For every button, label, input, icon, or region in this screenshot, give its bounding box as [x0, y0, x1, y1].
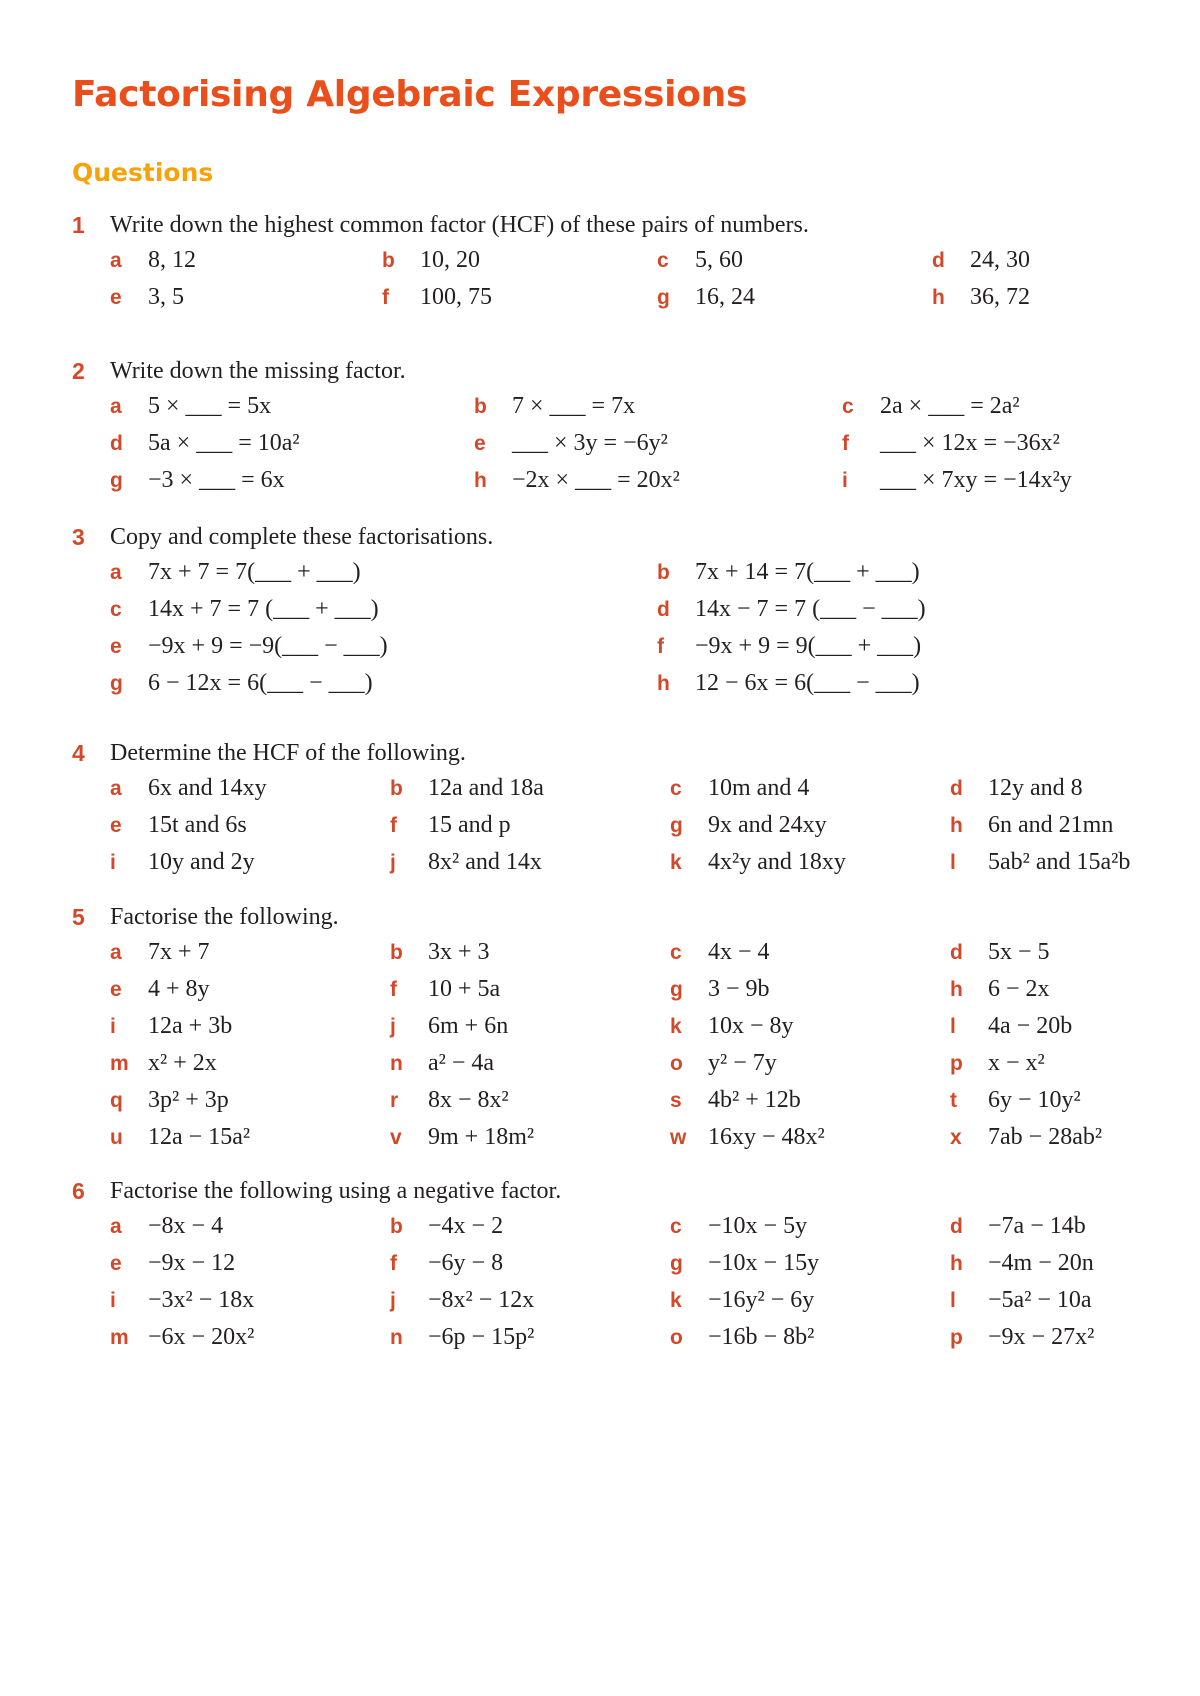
part-expression: −7a − 14b	[988, 1213, 1086, 1239]
question-header	[72, 520, 1182, 554]
part-expression: 5, 60	[695, 247, 743, 273]
part-letter: d	[932, 249, 945, 272]
question-header	[72, 900, 1182, 934]
part-letter: j	[390, 851, 396, 874]
part-letter: f	[382, 286, 389, 309]
part-letter: x	[950, 1126, 962, 1149]
part-letter: d	[110, 432, 123, 455]
part-letter: a	[110, 1215, 122, 1238]
part-expression: a² − 4a	[428, 1050, 495, 1076]
part-expression: 4b² + 12b	[708, 1087, 801, 1113]
part-letter: c	[110, 598, 122, 621]
part-letter: g	[670, 814, 683, 837]
part-expression: 4x − 4	[708, 939, 770, 965]
part-letter: b	[390, 1215, 403, 1238]
question-3	[72, 520, 1182, 702]
part-expression: 5ab² and 15a²b	[988, 849, 1131, 875]
part-letter: b	[390, 777, 403, 800]
part-expression: 7x + 7	[148, 939, 210, 965]
question-prompt: Determine the HCF of the following.	[110, 740, 466, 766]
part-expression: −9x − 12	[148, 1250, 236, 1276]
question-2	[72, 354, 1182, 499]
part-letter: o	[670, 1052, 683, 1075]
part-letter: g	[670, 978, 683, 1001]
part-letter: w	[670, 1126, 687, 1149]
part-letter: r	[390, 1089, 399, 1112]
part-letter: g	[110, 672, 123, 695]
part-expression: 10m and 4	[708, 775, 810, 801]
part-expression: −16b − 8b²	[708, 1324, 815, 1350]
part-expression: x² + 2x	[148, 1050, 217, 1076]
part-expression: 36, 72	[970, 284, 1030, 310]
question-row	[72, 1282, 1182, 1319]
part-letter: g	[670, 1252, 683, 1275]
part-letter: h	[657, 672, 670, 695]
part-letter: n	[390, 1326, 403, 1349]
part-letter: l	[950, 1289, 956, 1312]
part-letter: b	[657, 561, 670, 584]
part-letter: b	[474, 395, 487, 418]
question-row	[72, 1245, 1182, 1282]
question-prompt: Write down the highest common factor (HCF) of these pairs of numbers.	[110, 212, 809, 238]
question-prompt: Write down the missing factor.	[110, 358, 406, 384]
part-letter: i	[110, 1015, 116, 1038]
part-letter: p	[950, 1052, 963, 1075]
question-4	[72, 736, 1182, 881]
part-letter: e	[110, 978, 122, 1001]
question-row	[72, 770, 1182, 807]
part-letter: m	[110, 1052, 129, 1075]
question-header	[72, 736, 1182, 770]
question-row	[72, 1045, 1182, 1082]
question-header	[72, 1174, 1182, 1208]
part-expression: 8, 12	[148, 247, 196, 273]
part-letter: h	[950, 814, 963, 837]
part-letter: j	[390, 1015, 396, 1038]
part-expression: 16, 24	[695, 284, 755, 310]
part-letter: h	[932, 286, 945, 309]
question-row	[72, 934, 1182, 971]
part-letter: t	[950, 1089, 957, 1112]
part-letter: m	[110, 1326, 129, 1349]
part-letter: f	[390, 814, 397, 837]
part-expression: 12a − 15a²	[148, 1124, 251, 1150]
part-letter: e	[110, 814, 122, 837]
part-expression: 6n and 21mn	[988, 812, 1114, 838]
part-letter: g	[657, 286, 670, 309]
part-letter: c	[670, 777, 682, 800]
question-1	[72, 208, 1182, 316]
part-letter: h	[474, 469, 487, 492]
part-expression: 12a + 3b	[148, 1013, 233, 1039]
part-expression: 9x and 24xy	[708, 812, 827, 838]
part-letter: s	[670, 1089, 682, 1112]
part-expression: −9x + 9 = −9(___ − ___)	[148, 633, 388, 659]
question-row	[72, 844, 1182, 881]
part-expression: 10 + 5a	[428, 976, 501, 1002]
part-letter: i	[110, 851, 116, 874]
part-letter: b	[390, 941, 403, 964]
part-expression: 5 × ___ = 5x	[148, 393, 272, 419]
part-letter: e	[110, 286, 122, 309]
part-expression: 6 − 12x = 6(___ − ___)	[148, 670, 373, 696]
part-expression: 7x + 14 = 7(___ + ___)	[695, 559, 920, 585]
part-letter: e	[474, 432, 486, 455]
part-expression: 12a and 18a	[428, 775, 544, 801]
part-expression: −4x − 2	[428, 1213, 504, 1239]
part-letter: c	[657, 249, 669, 272]
part-expression: −6p − 15p²	[428, 1324, 535, 1350]
part-letter: u	[110, 1126, 123, 1149]
part-letter: c	[670, 941, 682, 964]
part-expression: −6y − 8	[428, 1250, 504, 1276]
part-expression: 10x − 8y	[708, 1013, 794, 1039]
question-row	[72, 665, 1182, 702]
part-letter: d	[950, 777, 963, 800]
part-expression: 12 − 6x = 6(___ − ___)	[695, 670, 920, 696]
part-expression: 4 + 8y	[148, 976, 210, 1002]
part-expression: 5x − 5	[988, 939, 1050, 965]
part-letter: k	[670, 851, 682, 874]
question-row	[72, 628, 1182, 665]
question-prompt: Copy and complete these factorisations.	[110, 524, 494, 550]
question-6	[72, 1174, 1182, 1356]
part-letter: d	[950, 1215, 963, 1238]
part-expression: 15 and p	[428, 812, 511, 838]
part-letter: e	[110, 1252, 122, 1275]
part-letter: d	[657, 598, 670, 621]
part-expression: −10x − 15y	[708, 1250, 820, 1276]
part-expression: 24, 30	[970, 247, 1030, 273]
question-row	[72, 1208, 1182, 1245]
part-expression: 4a − 20b	[988, 1013, 1073, 1039]
part-letter: q	[110, 1089, 123, 1112]
part-expression: 10y and 2y	[148, 849, 255, 875]
part-letter: g	[110, 469, 123, 492]
part-expression: 16xy − 48x²	[708, 1124, 825, 1150]
question-header	[72, 208, 1182, 242]
question-number: 3	[72, 524, 85, 550]
question-row	[72, 242, 1182, 279]
part-letter: f	[842, 432, 849, 455]
part-expression: 3p² + 3p	[148, 1087, 229, 1113]
question-number: 2	[72, 358, 85, 384]
question-row	[72, 554, 1182, 591]
question-row	[72, 279, 1182, 316]
part-expression: 2a × ___ = 2a²	[880, 393, 1020, 419]
part-expression: 7x + 7 = 7(___ + ___)	[148, 559, 361, 585]
question-number: 1	[72, 212, 85, 238]
part-expression: x − x²	[988, 1050, 1045, 1076]
question-prompt: Factorise the following.	[110, 904, 339, 930]
question-row	[72, 1119, 1182, 1156]
part-expression: −16y² − 6y	[708, 1287, 815, 1313]
part-expression: 3 − 9b	[708, 976, 770, 1002]
part-expression: −3x² − 18x	[148, 1287, 255, 1313]
part-letter: a	[110, 777, 122, 800]
part-expression: ___ × 7xy = −14x²y	[880, 467, 1072, 493]
part-letter: f	[390, 1252, 397, 1275]
part-letter: d	[950, 941, 963, 964]
part-expression: 9m + 18m²	[428, 1124, 535, 1150]
question-row	[72, 462, 1182, 499]
section-heading: Questions	[72, 158, 214, 187]
part-expression: ___ × 3y = −6y²	[512, 430, 668, 456]
question-row	[72, 807, 1182, 844]
part-expression: −8x² − 12x	[428, 1287, 535, 1313]
part-expression: 6x and 14xy	[148, 775, 267, 801]
part-expression: 100, 75	[420, 284, 492, 310]
part-expression: −9x − 27x²	[988, 1324, 1095, 1350]
part-expression: −2x × ___ = 20x²	[512, 467, 680, 493]
question-prompt: Factorise the following using a negative factor.	[110, 1178, 562, 1204]
part-expression: −3 × ___ = 6x	[148, 467, 285, 493]
part-expression: −4m − 20n	[988, 1250, 1094, 1276]
part-letter: a	[110, 395, 122, 418]
question-number: 5	[72, 904, 85, 930]
part-letter: e	[110, 635, 122, 658]
part-letter: c	[842, 395, 854, 418]
part-letter: l	[950, 851, 956, 874]
part-expression: 10, 20	[420, 247, 480, 273]
part-expression: 14x − 7 = 7 (___ − ___)	[695, 596, 926, 622]
part-expression: −10x − 5y	[708, 1213, 808, 1239]
part-expression: ___ × 12x = −36x²	[880, 430, 1060, 456]
question-row	[72, 425, 1182, 462]
question-row	[72, 388, 1182, 425]
part-expression: 3, 5	[148, 284, 184, 310]
question-5	[72, 900, 1182, 1156]
question-row	[72, 1319, 1182, 1356]
part-letter: a	[110, 941, 122, 964]
part-expression: 6y − 10y²	[988, 1087, 1081, 1113]
part-letter: a	[110, 561, 122, 584]
part-expression: −6x − 20x²	[148, 1324, 255, 1350]
part-letter: k	[670, 1289, 682, 1312]
part-letter: h	[950, 978, 963, 1001]
part-letter: i	[842, 469, 848, 492]
part-expression: 5a × ___ = 10a²	[148, 430, 300, 456]
question-number: 4	[72, 740, 85, 766]
question-row	[72, 971, 1182, 1008]
part-expression: 6m + 6n	[428, 1013, 509, 1039]
part-expression: −8x − 4	[148, 1213, 224, 1239]
part-expression: −9x + 9 = 9(___ + ___)	[695, 633, 922, 659]
part-letter: c	[670, 1215, 682, 1238]
part-expression: 14x + 7 = 7 (___ + ___)	[148, 596, 379, 622]
part-expression: 3x + 3	[428, 939, 490, 965]
part-letter: k	[670, 1015, 682, 1038]
part-letter: l	[950, 1015, 956, 1038]
part-letter: a	[110, 249, 122, 272]
part-letter: i	[110, 1289, 116, 1312]
part-expression: y² − 7y	[708, 1050, 777, 1076]
part-expression: 8x² and 14x	[428, 849, 542, 875]
part-letter: h	[950, 1252, 963, 1275]
part-letter: f	[390, 978, 397, 1001]
question-row	[72, 1082, 1182, 1119]
part-letter: j	[390, 1289, 396, 1312]
part-letter: f	[657, 635, 664, 658]
part-expression: 6 − 2x	[988, 976, 1050, 1002]
part-letter: o	[670, 1326, 683, 1349]
part-letter: b	[382, 249, 395, 272]
question-row	[72, 1008, 1182, 1045]
question-number: 6	[72, 1178, 85, 1204]
page-title: Factorising Algebraic Expressions	[72, 74, 748, 115]
part-expression: 4x²y and 18xy	[708, 849, 846, 875]
part-expression: 7ab − 28ab²	[988, 1124, 1103, 1150]
part-letter: p	[950, 1326, 963, 1349]
part-expression: 12y and 8	[988, 775, 1083, 801]
part-letter: v	[390, 1126, 402, 1149]
part-expression: 7 × ___ = 7x	[512, 393, 636, 419]
part-expression: 15t and 6s	[148, 812, 247, 838]
question-header	[72, 354, 1182, 388]
part-letter: n	[390, 1052, 403, 1075]
part-expression: 8x − 8x²	[428, 1087, 509, 1113]
question-row	[72, 591, 1182, 628]
part-expression: −5a² − 10a	[988, 1287, 1092, 1313]
